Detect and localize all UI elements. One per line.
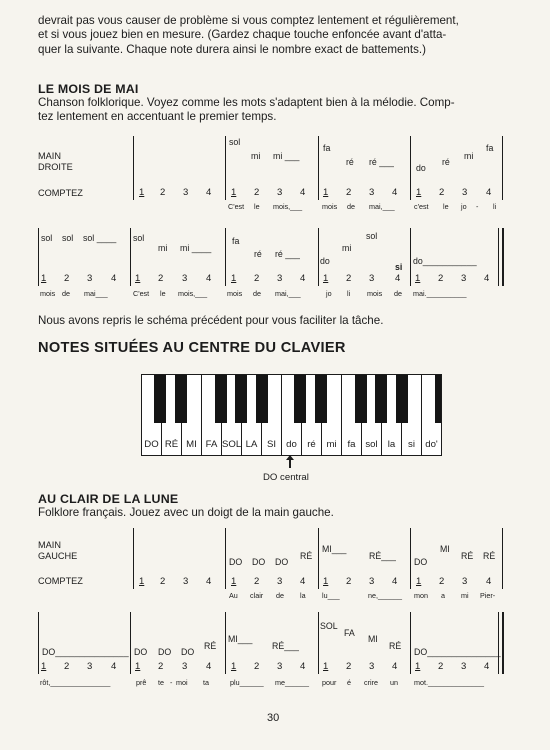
count-beat: 1 — [135, 661, 141, 672]
note: ré — [442, 157, 450, 167]
key-label: do' — [425, 439, 438, 450]
key-label: MI — [186, 439, 197, 450]
lyric: ne,______ — [368, 591, 402, 600]
bar-line — [225, 612, 226, 674]
count-beat: 4 — [300, 187, 306, 198]
bar-line — [498, 228, 499, 286]
note: sol — [229, 137, 241, 147]
note: DO — [181, 647, 195, 657]
count-beat: 1 — [139, 576, 145, 587]
lyric: c'est — [414, 202, 429, 211]
note: ré — [254, 249, 262, 259]
note: FA — [344, 628, 355, 638]
bar-line — [225, 136, 226, 200]
count-beat: 2 — [346, 661, 352, 672]
note: do — [320, 256, 330, 266]
bar-line — [318, 612, 319, 674]
bar-line — [318, 228, 319, 286]
lyric: C'est — [133, 289, 150, 298]
black-key — [315, 375, 327, 423]
count-beat: 2 — [158, 661, 164, 672]
count-beat: 3 — [369, 661, 375, 672]
bar-line — [410, 528, 411, 589]
key-label: ré — [307, 439, 316, 450]
count-beat: 1 — [231, 273, 237, 284]
lyric: de — [276, 591, 284, 600]
lyric: Pier- — [480, 591, 496, 600]
key-label: FA — [205, 439, 218, 450]
count-beat: 4 — [206, 187, 212, 198]
lyric: mai.__________ — [413, 289, 467, 298]
count-beat: 1 — [231, 576, 237, 587]
count-beat: 1 — [415, 661, 421, 672]
lyric: lu___ — [322, 591, 340, 600]
note: mi ___ — [273, 151, 300, 161]
count-beat: 4 — [392, 576, 398, 587]
count-beat: 4 — [484, 273, 490, 284]
count-beat: 3 — [277, 187, 283, 198]
bar-line — [38, 612, 39, 674]
count-label: COMPTEZ — [38, 576, 83, 586]
count-beat: 2 — [64, 661, 70, 672]
song-description: Chanson folklorique. Voyez comme les mots s'adaptent bien à la mélodie. Comp- — [38, 96, 455, 109]
lyric: pour — [322, 678, 337, 687]
piano-keyboard — [141, 374, 442, 456]
count-beat: 3 — [462, 576, 468, 587]
lyric: jo — [461, 202, 467, 211]
count-beat: 1 — [41, 273, 47, 284]
count-beat: 4 — [486, 576, 492, 587]
note: MI___ — [322, 544, 347, 554]
count-beat: 2 — [64, 273, 70, 284]
count-beat: 4 — [486, 187, 492, 198]
bar-line — [502, 136, 503, 200]
hand-label: MAIN — [38, 540, 61, 550]
bar-line — [225, 228, 226, 286]
note: DO — [275, 557, 289, 567]
lyric: clair — [250, 591, 264, 600]
key-label: sol — [365, 439, 378, 450]
black-key — [375, 375, 387, 423]
note: DO_______________ — [42, 647, 129, 657]
count-beat: 3 — [462, 187, 468, 198]
lyric: me______ — [275, 678, 309, 687]
lyric: mois — [40, 289, 56, 298]
key-label: fa — [347, 439, 356, 450]
note: sol — [366, 231, 378, 241]
key-label: DO — [144, 439, 159, 450]
lyric: de — [253, 289, 261, 298]
count-beat: 1 — [416, 187, 422, 198]
final-bar-line — [502, 612, 504, 674]
lyric: un — [390, 678, 398, 687]
count-beat: 3 — [277, 273, 283, 284]
black-key — [154, 375, 166, 423]
note: ré ___ — [369, 157, 394, 167]
central-do-label: DO central — [263, 472, 309, 483]
note: MI___ — [228, 634, 253, 644]
note: mi — [342, 243, 352, 253]
note: mi — [158, 243, 168, 253]
note: MI — [440, 544, 450, 554]
lyric: de — [62, 289, 70, 298]
intro-line: devrait pas vous causer de problème si vous comptez lentement et régulièrement, — [38, 14, 459, 27]
note: RÉ — [389, 641, 402, 651]
note: DO — [252, 557, 266, 567]
count-beat: 3 — [183, 576, 189, 587]
note: fa — [486, 143, 494, 153]
lyric: li — [493, 202, 497, 211]
bar-line — [133, 136, 134, 200]
count-beat: 2 — [439, 187, 445, 198]
note: ré ___ — [275, 249, 300, 259]
lyric: mois,___ — [178, 289, 208, 298]
key-label: LA — [245, 439, 258, 450]
note: MI — [368, 634, 378, 644]
count-beat: 3 — [369, 273, 375, 284]
lyric: le — [443, 202, 449, 211]
lyric: mai,___ — [275, 289, 301, 298]
count-beat: 2 — [346, 576, 352, 587]
bar-line — [502, 528, 503, 589]
note: RÉ___ — [272, 641, 299, 651]
note: DO_______________ — [414, 647, 501, 657]
note: si — [395, 262, 403, 272]
note: mi — [464, 151, 474, 161]
count-beat: 2 — [346, 187, 352, 198]
lyric: li — [347, 289, 351, 298]
lyric: mi — [461, 591, 469, 600]
count-beat: 3 — [277, 576, 283, 587]
count-beat: 2 — [158, 273, 164, 284]
lyric: mot.______________ — [414, 678, 484, 687]
note: DO — [414, 557, 428, 567]
lyric: ta — [203, 678, 209, 687]
count-beat: 2 — [439, 576, 445, 587]
count-beat: 1 — [323, 187, 329, 198]
lyric: - — [170, 678, 173, 687]
lyric: mois,___ — [273, 202, 303, 211]
up-arrow-icon — [289, 458, 291, 468]
lyric: mois — [322, 202, 338, 211]
count-beat: 3 — [461, 273, 467, 284]
lyric: la — [300, 591, 306, 600]
count-beat: 4 — [111, 661, 117, 672]
key-label: mi — [326, 439, 337, 450]
count-beat: 1 — [135, 273, 141, 284]
count-label: COMPTEZ — [38, 188, 83, 198]
key-label: do — [286, 439, 297, 450]
count-beat: 4 — [206, 661, 212, 672]
count-beat: 4 — [484, 661, 490, 672]
note: fa — [232, 236, 240, 246]
count-beat: 2 — [438, 661, 444, 672]
note: DO — [158, 647, 172, 657]
lyric: te — [158, 678, 164, 687]
note: sol ____ — [83, 233, 117, 243]
black-key — [435, 375, 441, 423]
black-key — [256, 375, 268, 423]
note: DO — [134, 647, 148, 657]
count-beat: 2 — [160, 576, 166, 587]
count-beat: 2 — [438, 273, 444, 284]
key-label: RÉ — [164, 439, 179, 450]
intro-line: quer la suivante. Chaque note durera ainsi le nombre exact de battements.) — [38, 42, 426, 56]
key-label: SI — [266, 439, 277, 450]
hand-label: DROITE — [38, 162, 73, 172]
black-key — [396, 375, 408, 423]
lyric: - — [476, 202, 479, 211]
lyric: de — [347, 202, 355, 211]
count-beat: 4 — [300, 576, 306, 587]
lyric: a — [441, 591, 445, 600]
count-beat: 4 — [300, 273, 306, 284]
black-key — [355, 375, 367, 423]
count-beat: 4 — [111, 273, 117, 284]
count-beat: 3 — [183, 187, 189, 198]
note: RÉ — [461, 551, 474, 561]
song-description: Folklore français. Jouez avec un doigt de la main gauche. — [38, 506, 334, 519]
black-key — [235, 375, 247, 423]
lyric: é — [347, 678, 351, 687]
song-description: tez lentement en accentuant le premier temps. — [38, 110, 277, 123]
count-beat: 2 — [160, 187, 166, 198]
black-key — [215, 375, 227, 423]
key-label: SOL — [222, 439, 242, 450]
note: do — [416, 163, 426, 173]
note: RÉ — [483, 551, 496, 561]
count-beat: 2 — [254, 576, 260, 587]
lyric: moi — [176, 678, 188, 687]
lyric: le — [254, 202, 260, 211]
count-beat: 1 — [415, 273, 421, 284]
count-beat: 3 — [461, 661, 467, 672]
count-beat: 3 — [87, 273, 93, 284]
count-beat: 3 — [369, 187, 375, 198]
note: sol — [41, 233, 53, 243]
count-beat: 2 — [346, 273, 352, 284]
lyric: le — [160, 289, 166, 298]
count-beat: 4 — [206, 273, 212, 284]
key-label: si — [408, 439, 415, 450]
count-beat: 1 — [323, 273, 329, 284]
count-beat: 2 — [254, 273, 260, 284]
note: SOL — [320, 621, 338, 631]
count-beat: 2 — [254, 661, 260, 672]
bar-line — [318, 528, 319, 589]
lyric: Au — [229, 591, 238, 600]
count-beat: 1 — [323, 661, 329, 672]
note: do___________ — [413, 256, 477, 266]
count-beat: 4 — [300, 661, 306, 672]
note: fa — [323, 143, 331, 153]
lyric: de — [394, 289, 402, 298]
black-key — [175, 375, 187, 423]
hand-label: MAIN — [38, 151, 61, 161]
black-key — [294, 375, 306, 423]
lyric: rôt,_______________ — [40, 678, 111, 687]
lyric: plu______ — [230, 678, 264, 687]
bar-line — [318, 136, 319, 200]
bar-line — [130, 228, 131, 286]
count-beat: 3 — [369, 576, 375, 587]
note: ré — [346, 157, 354, 167]
song-title: LE MOIS DE MAI — [38, 82, 139, 96]
bar-line — [133, 528, 134, 589]
bar-line — [38, 228, 39, 286]
lyric: mai,___ — [369, 202, 395, 211]
bar-line — [130, 612, 131, 674]
lyric: mois — [367, 289, 383, 298]
count-beat: 2 — [254, 187, 260, 198]
count-beat: 3 — [182, 273, 188, 284]
explanation-text: Nous avons repris le schéma précédent pour vous faciliter la tâche. — [38, 314, 384, 327]
page-number: 30 — [267, 712, 280, 724]
count-beat: 3 — [87, 661, 93, 672]
final-bar-line — [502, 228, 504, 286]
note: DO — [229, 557, 243, 567]
bar-line — [410, 228, 411, 286]
bar-line — [410, 136, 411, 200]
count-beat: 3 — [277, 661, 283, 672]
count-beat: 1 — [416, 576, 422, 587]
note: sol — [133, 233, 145, 243]
lyric: mai___ — [84, 289, 108, 298]
lyric: jo — [326, 289, 332, 298]
bar-line — [225, 528, 226, 589]
key-label: la — [387, 439, 396, 450]
lyric: C'est — [228, 202, 245, 211]
intro-line: et si vous jouez bien en mesure. (Gardez chaque touche enfoncée avant d'atta- — [38, 28, 447, 42]
song-title: AU CLAIR DE LA LUNE — [38, 492, 179, 506]
section-heading: NOTES SITUÉES AU CENTRE DU CLAVIER — [38, 340, 346, 356]
count-beat: 4 — [206, 576, 212, 587]
count-beat: 1 — [41, 661, 47, 672]
count-beat: 4 — [392, 661, 398, 672]
lyric: prê — [136, 678, 147, 687]
lyric: mois — [227, 289, 243, 298]
hand-label: GAUCHE — [38, 551, 78, 561]
count-beat: 1 — [231, 187, 237, 198]
count-beat: 1 — [231, 661, 237, 672]
lyric: crire — [364, 678, 378, 687]
lyric: mon — [414, 591, 428, 600]
count-beat: 1 — [139, 187, 145, 198]
count-beat: 3 — [182, 661, 188, 672]
note: sol — [62, 233, 74, 243]
note: RÉ — [204, 641, 217, 651]
count-beat: 4 — [395, 273, 401, 284]
note: mi ____ — [180, 243, 212, 253]
intro-paragraph — [38, 14, 508, 57]
count-beat: 1 — [323, 576, 329, 587]
note: mi — [251, 151, 261, 161]
note: RÉ___ — [369, 551, 396, 561]
note: RÉ — [300, 551, 313, 561]
bar-line — [410, 612, 411, 674]
count-beat: 4 — [392, 187, 398, 198]
bar-line — [498, 612, 499, 674]
